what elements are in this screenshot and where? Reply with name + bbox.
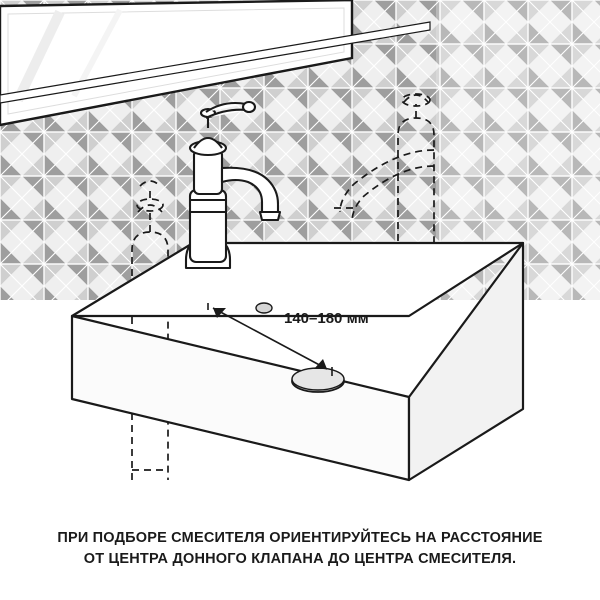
- sink-basin: [72, 243, 523, 480]
- drain-valve: [292, 368, 344, 392]
- dimension-label: 140–180 мм: [284, 310, 369, 327]
- caption-line-1: ПРИ ПОДБОРЕ СМЕСИТЕЛЯ ОРИЕНТИРУЙТЕСЬ НА РАССТОЯНИЕ: [57, 530, 543, 546]
- caption-line-2: ОТ ЦЕНТРА ДОННОГО КЛАПАНА ДО ЦЕНТРА СМЕСИТЕЛЯ.: [83, 551, 517, 567]
- caption: [0, 528, 600, 570]
- dimension-endpoint-marker: [256, 303, 272, 313]
